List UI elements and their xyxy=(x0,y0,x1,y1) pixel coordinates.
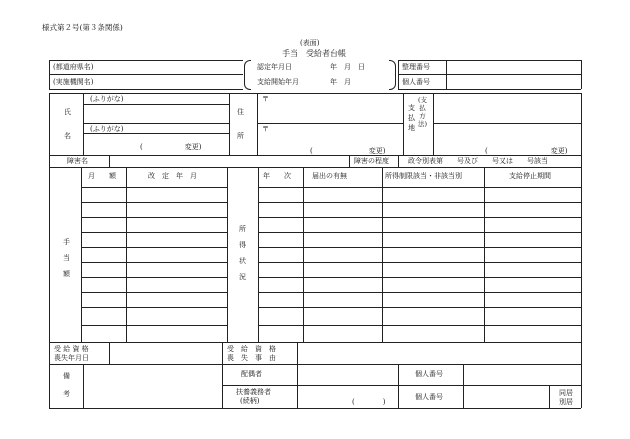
vertical-rule xyxy=(549,385,550,408)
loss-reason-label-2: 喪 失 事 由 xyxy=(227,354,276,362)
horizontal-rule xyxy=(81,232,227,233)
horizontal-rule xyxy=(258,325,581,326)
horizontal-rule xyxy=(398,60,581,61)
disability-degree-label: 障害の程度 xyxy=(354,157,389,165)
separate-label: 別居 xyxy=(559,398,573,406)
vertical-rule xyxy=(49,60,50,89)
horizontal-rule xyxy=(81,217,227,218)
pay-start-label: 支給開始年月 xyxy=(257,78,299,86)
form-title: 手当 受給者台帳 xyxy=(282,49,346,58)
vertical-rule xyxy=(81,167,82,342)
vertical-rule xyxy=(484,167,485,342)
pay-place-change: ( 変更) xyxy=(485,147,568,155)
horizontal-rule xyxy=(49,74,243,75)
horizontal-rule xyxy=(81,325,227,326)
name-label-1: 氏 xyxy=(64,108,71,116)
obligor-personal-number-label: 個人番号 xyxy=(415,393,443,401)
pay-place-label: 支払地 xyxy=(408,104,415,132)
allowance-side-1: 手 xyxy=(63,238,70,246)
vertical-rule xyxy=(49,364,50,408)
horizontal-rule xyxy=(83,104,229,105)
allowance-side-3: 額 xyxy=(63,270,70,278)
right-bracket xyxy=(389,60,396,90)
management-number-label: 整理番号 xyxy=(402,63,430,71)
horizontal-rule xyxy=(258,202,581,203)
horizontal-rule xyxy=(83,133,229,134)
horizontal-rule xyxy=(81,277,227,278)
remarks-side-2: 考 xyxy=(63,390,70,398)
vertical-rule xyxy=(109,342,110,364)
vertical-rule xyxy=(109,155,110,167)
horizontal-rule xyxy=(398,74,581,75)
vertical-rule xyxy=(83,364,84,408)
vertical-rule xyxy=(382,167,383,342)
income-side-4: 況 xyxy=(239,273,246,281)
vertical-rule xyxy=(581,60,582,89)
relationship-label: (続柄) xyxy=(240,397,260,405)
vertical-rule xyxy=(297,342,298,364)
horizontal-rule xyxy=(49,60,243,61)
vertical-rule xyxy=(257,93,258,155)
horizontal-rule xyxy=(257,123,403,124)
pay-start-ym: 年 月 xyxy=(330,78,351,86)
spouse-personal-number-label: 個人番号 xyxy=(415,370,443,378)
vertical-rule xyxy=(446,60,447,89)
form-number: 様式第２号(第３条関係) xyxy=(42,23,123,32)
income-side-3: 状 xyxy=(239,257,246,265)
horizontal-rule xyxy=(83,123,229,124)
address-label-2: 所 xyxy=(237,132,244,140)
spouse-label: 配偶者 xyxy=(241,370,262,378)
loss-reason-label-1: 受 給 資 格 xyxy=(227,345,276,353)
relationship-paren: ( ) xyxy=(352,398,386,406)
address-change: ( 変更) xyxy=(310,147,386,155)
income-side-1: 所 xyxy=(239,225,246,233)
side-label: (表面) xyxy=(300,39,320,47)
vertical-rule xyxy=(303,167,304,342)
vertical-rule xyxy=(433,93,434,155)
vertical-rule xyxy=(398,60,399,89)
vertical-rule xyxy=(126,167,127,342)
horizontal-rule xyxy=(49,155,581,156)
horizontal-rule xyxy=(49,364,581,365)
furigana-1: (ふりがな) xyxy=(90,95,124,103)
col-monthly-amount: 月 額 xyxy=(88,172,116,180)
col-income-limit: 所得制限該当・非該当別 xyxy=(385,172,462,180)
horizontal-rule xyxy=(258,292,581,293)
horizontal-rule xyxy=(49,167,581,168)
vertical-rule xyxy=(581,93,582,408)
horizontal-rule xyxy=(398,89,581,90)
name-change: ( 変更) xyxy=(140,143,202,151)
cert-date-label: 認定年月日 xyxy=(257,63,292,71)
horizontal-rule xyxy=(258,217,581,218)
vertical-rule xyxy=(297,364,298,408)
personal-number-label: 個人番号 xyxy=(402,78,430,86)
obligor-label: 扶養義務者 xyxy=(236,388,271,396)
horizontal-rule xyxy=(49,408,581,409)
vertical-rule xyxy=(258,167,259,342)
vertical-rule xyxy=(398,364,399,408)
loss-date-label-1: 受 給 資 格 xyxy=(54,345,89,353)
horizontal-rule xyxy=(258,262,581,263)
col-suspension-period: 支給停止期間 xyxy=(509,172,551,180)
col-year: 年 次 xyxy=(263,172,291,180)
cohabiting-label: 同居 xyxy=(559,389,573,397)
col-revision-date: 改 定 年 月 xyxy=(148,172,197,180)
name-label-2: 名 xyxy=(64,132,71,140)
allowance-side-2: 当 xyxy=(63,254,70,262)
horizontal-rule xyxy=(258,187,581,188)
vertical-rule xyxy=(222,364,223,408)
cert-date-ymd: 年 月 日 xyxy=(330,63,365,71)
horizontal-rule xyxy=(433,123,581,124)
horizontal-rule xyxy=(258,307,581,308)
remarks-side-1: 備 xyxy=(63,372,70,380)
vertical-rule xyxy=(229,93,230,155)
col-filed: 届出の有無 xyxy=(312,172,347,180)
vertical-rule xyxy=(227,167,228,342)
vertical-rule xyxy=(463,364,464,408)
postal-mark-1: 〒 xyxy=(262,95,269,103)
left-bracket xyxy=(244,60,251,90)
income-side-2: 得 xyxy=(239,241,246,249)
vertical-rule xyxy=(398,155,399,167)
disability-name-label: 障害名 xyxy=(67,157,88,165)
loss-date-label-2: 喪失年月日 xyxy=(54,354,89,362)
horizontal-rule xyxy=(81,187,227,188)
horizontal-rule xyxy=(49,342,581,343)
horizontal-rule xyxy=(81,202,227,203)
horizontal-rule xyxy=(49,89,243,90)
prefecture-label: (都道府県名) xyxy=(53,63,94,71)
horizontal-rule xyxy=(49,93,581,94)
horizontal-rule xyxy=(81,307,227,308)
address-label-1: 住 xyxy=(237,108,244,116)
pay-method-label: (支払方法) xyxy=(418,96,428,128)
horizontal-rule xyxy=(258,277,581,278)
horizontal-rule xyxy=(81,292,227,293)
postal-mark-2: 〒 xyxy=(262,125,269,133)
vertical-rule xyxy=(349,155,350,167)
vertical-rule xyxy=(83,93,84,155)
ordinance-label: 政令別表第 号及び 号又は 号該当 xyxy=(408,157,548,165)
agency-label: (実施機関名) xyxy=(53,78,94,86)
horizontal-rule xyxy=(81,262,227,263)
horizontal-rule xyxy=(222,385,581,386)
vertical-rule xyxy=(49,93,50,393)
horizontal-rule xyxy=(258,232,581,233)
vertical-rule xyxy=(403,93,404,155)
furigana-2: (ふりがな) xyxy=(90,125,124,133)
horizontal-rule xyxy=(81,247,227,248)
horizontal-rule xyxy=(258,247,581,248)
vertical-rule xyxy=(222,342,223,364)
